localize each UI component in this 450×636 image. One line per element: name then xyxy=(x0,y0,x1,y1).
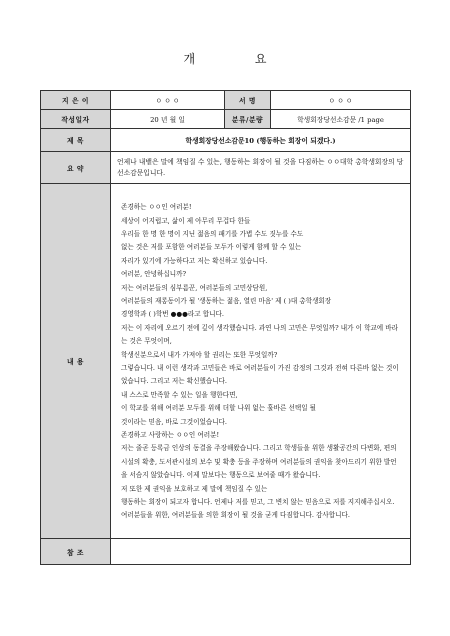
subject-row xyxy=(41,129,411,152)
page-title: 개 요 xyxy=(183,52,295,66)
reference-row xyxy=(41,539,411,565)
content-line: 그렇습니다. 내 이런 생각과 고민들은 바로 여러분들이 가진 감정의 그것과 전혀 다른바 없는 것이었습니다. 그리고 저는 확신했습니다. xyxy=(121,364,399,386)
author-label: 지 은 이 xyxy=(41,91,111,110)
category-value: 학생회장당선소감문 /1 page xyxy=(271,110,411,129)
content-line: 자리가 있기에 가능하다고 저는 확신하고 있습니다. xyxy=(121,256,268,265)
date-label: 작성일자 xyxy=(41,110,111,129)
content-line: 이 학교를 위해 여러분 모두를 위해 더할 나위 없는 훌바른 선택일 될 xyxy=(121,404,317,413)
content-line: 학생신분으로서 내가 가져야 할 권리는 또한 무엇일까? xyxy=(121,350,278,359)
content-line: 세상이 어지럽고, 삶이 제 아무리 무겁다 한들 xyxy=(121,216,251,225)
reference-label: 참 조 xyxy=(41,539,111,565)
content-line: 존경하고 사랑하는 ㅇㅇ인 여러분! xyxy=(121,431,220,440)
content-body xyxy=(111,184,411,539)
content-line: 여러분들의 재롱동이가 될 '생동하는 젊음, 열린 마음' 제 ( )대 총학생회장 xyxy=(121,296,332,305)
content-line: 것이라는 믿음, 바로 그것이었습니다. xyxy=(121,417,228,426)
subject-label: 제 목 xyxy=(41,129,111,152)
content-line: 여러분, 안녕하십니까? xyxy=(121,270,187,279)
content-line: 행동하는 회장이 되고자 합니다. 언제나 저를 믿고, 그 변치 않는 믿음으로 저를 지지해주십시오. 여러분들을 위한, 여러분들을 의한 회장이 될 것을 굳게 다짐합니다. 감사합니다. xyxy=(121,498,395,520)
author-row xyxy=(41,91,411,110)
content-line: 저 또한 제 권익을 보호하고 제 말에 책임질 수 있는 xyxy=(121,484,268,493)
summary-label: 요 약 xyxy=(41,152,111,184)
reference-value xyxy=(111,539,411,565)
content-line: 저는 여러분들의 심부름꾼, 여러분들의 고민상담원, xyxy=(121,283,268,292)
signature-label: 서 명 xyxy=(225,91,271,110)
content-line: 우리들 한 명 한 명이 지닌 젊음의 패기를 가볍 수도 짓누를 수도 xyxy=(121,229,304,238)
content-line: 존경하는 ㅇㅇ인 여러분! xyxy=(121,203,192,212)
content-line: 없는 것은 저를 포함한 여러분들 모두가 이렇게 함께 할 수 있는 xyxy=(121,243,302,252)
content-line: 저는 이 자리에 오르기 전에 깊이 생각했습니다. 과연 나의 고민은 무엇일까? 내가 이 학교에 바라는 것은 무엇이며, xyxy=(121,323,399,346)
subject-value: 학생회장당선소감문10 (행동하는 회장이 되겠다.) xyxy=(111,129,411,152)
signature-value: ㅇ ㅇ ㅇ xyxy=(271,91,411,110)
content-line: 저는 줄곧 등록금 인상의 동결을 주장해왔습니다. 그리고 학생들을 위한 생활공간의 다변화, 편의시설의 확충, 도서관시설의 보수 및 확충 등을 주장하며 여러분들의 권익을 찾아드리기 위한 발언을 서슴지 않았습니다. 이제 말보다는 행동으로 보여줄 때가 왔습니다. xyxy=(121,444,397,480)
summary-value: 언제나 내뱉은 말에 책임질 수 있는, 행동하는 회장이 될 것을 다짐하는 ㅇㅇ대학 총학생회장의 당선소감문입니다. xyxy=(111,152,411,184)
content-row xyxy=(41,184,411,539)
document-summary-table xyxy=(40,90,411,565)
content-label: 내 용 xyxy=(41,184,111,539)
category-label: 분류/분량 xyxy=(225,110,271,129)
summary-row xyxy=(41,152,411,184)
author-value: ㅇ ㅇ ㅇ xyxy=(111,91,225,110)
content-line: 경영학과 ( )학번 ●●●라고 합니다. xyxy=(121,310,224,319)
date-value: 20 년 월 일 xyxy=(111,110,225,129)
content-line: 내 스스로 만족할 수 있는 일을 행한다면, xyxy=(121,390,238,399)
date-row xyxy=(41,110,411,129)
